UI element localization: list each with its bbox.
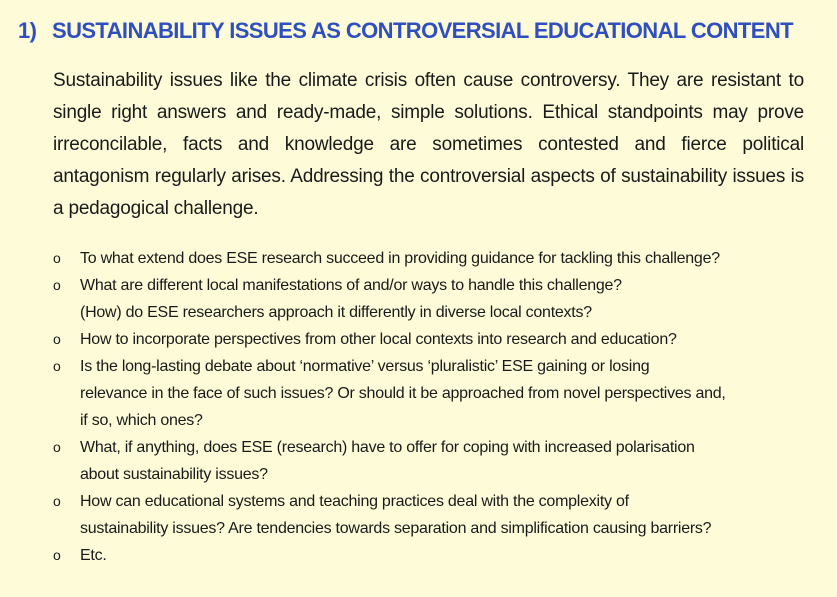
- question-text: [80, 326, 833, 353]
- list-item: [53, 245, 833, 272]
- question-line: What are different local manifestations of and/or ways to handle this challenge?: [80, 277, 622, 294]
- question-line: sustainability issues? Are tendencies towards separation and simplification causing barriers?: [80, 520, 712, 537]
- question-text: [80, 434, 833, 488]
- question-line: To what extend does ESE research succeed in providing guidance for tackling this challenge?: [80, 250, 720, 267]
- bullet-circle-icon: o: [53, 250, 61, 266]
- bullet-circle-icon: o: [53, 439, 61, 455]
- list-item: [53, 272, 833, 326]
- list-item: [53, 326, 833, 353]
- question-line: What, if anything, does ESE (research) have to offer for coping with increased polarisation: [80, 439, 695, 456]
- intro-paragraph: Sustainability issues like the climate crisis often cause controversy. They are resistant to single right answers and ready-made, simple solutions. Ethical standpoints may prove irreconcilable, facts and knowledge are sometimes contested and fierce political antagonism regularly arises. Addressing the controversial aspects of sustainability issues is a pedagogical challenge.: [53, 70, 804, 219]
- section-number: 1): [18, 18, 37, 43]
- question-line: (How) do ESE researchers approach it differently in diverse local contexts?: [80, 304, 592, 321]
- bullet-circle-icon: o: [53, 547, 61, 563]
- section-heading: [18, 18, 833, 44]
- question-line: if so, which ones?: [80, 412, 203, 429]
- question-line: Etc.: [80, 547, 107, 564]
- section-title: SUSTAINABILITY ISSUES AS CONTROVERSIAL EDUCATIONAL CONTENT: [52, 18, 793, 43]
- question-line: about sustainability issues?: [80, 466, 268, 483]
- bullet-circle-icon: o: [53, 277, 61, 293]
- question-text: [80, 245, 833, 272]
- question-list: [53, 245, 833, 569]
- list-item: [53, 488, 833, 542]
- list-item: [53, 434, 833, 488]
- question-line: How can educational systems and teaching practices deal with the complexity of: [80, 493, 629, 510]
- question-line: Is the long-lasting debate about ‘normative’ versus ‘pluralistic’ ESE gaining or losing: [80, 358, 650, 375]
- bullet-circle-icon: o: [53, 331, 61, 347]
- question-text: [80, 542, 833, 569]
- question-text: [80, 272, 833, 326]
- list-item: [53, 353, 833, 434]
- list-item: [53, 542, 833, 569]
- question-text: [80, 353, 833, 434]
- question-line: How to incorporate perspectives from other local contexts into research and education?: [80, 331, 677, 348]
- bullet-circle-icon: o: [53, 493, 61, 509]
- question-line: relevance in the face of such issues? Or should it be approached from novel perspectives and,: [80, 385, 726, 402]
- bullet-circle-icon: o: [53, 358, 61, 374]
- question-text: [80, 488, 833, 542]
